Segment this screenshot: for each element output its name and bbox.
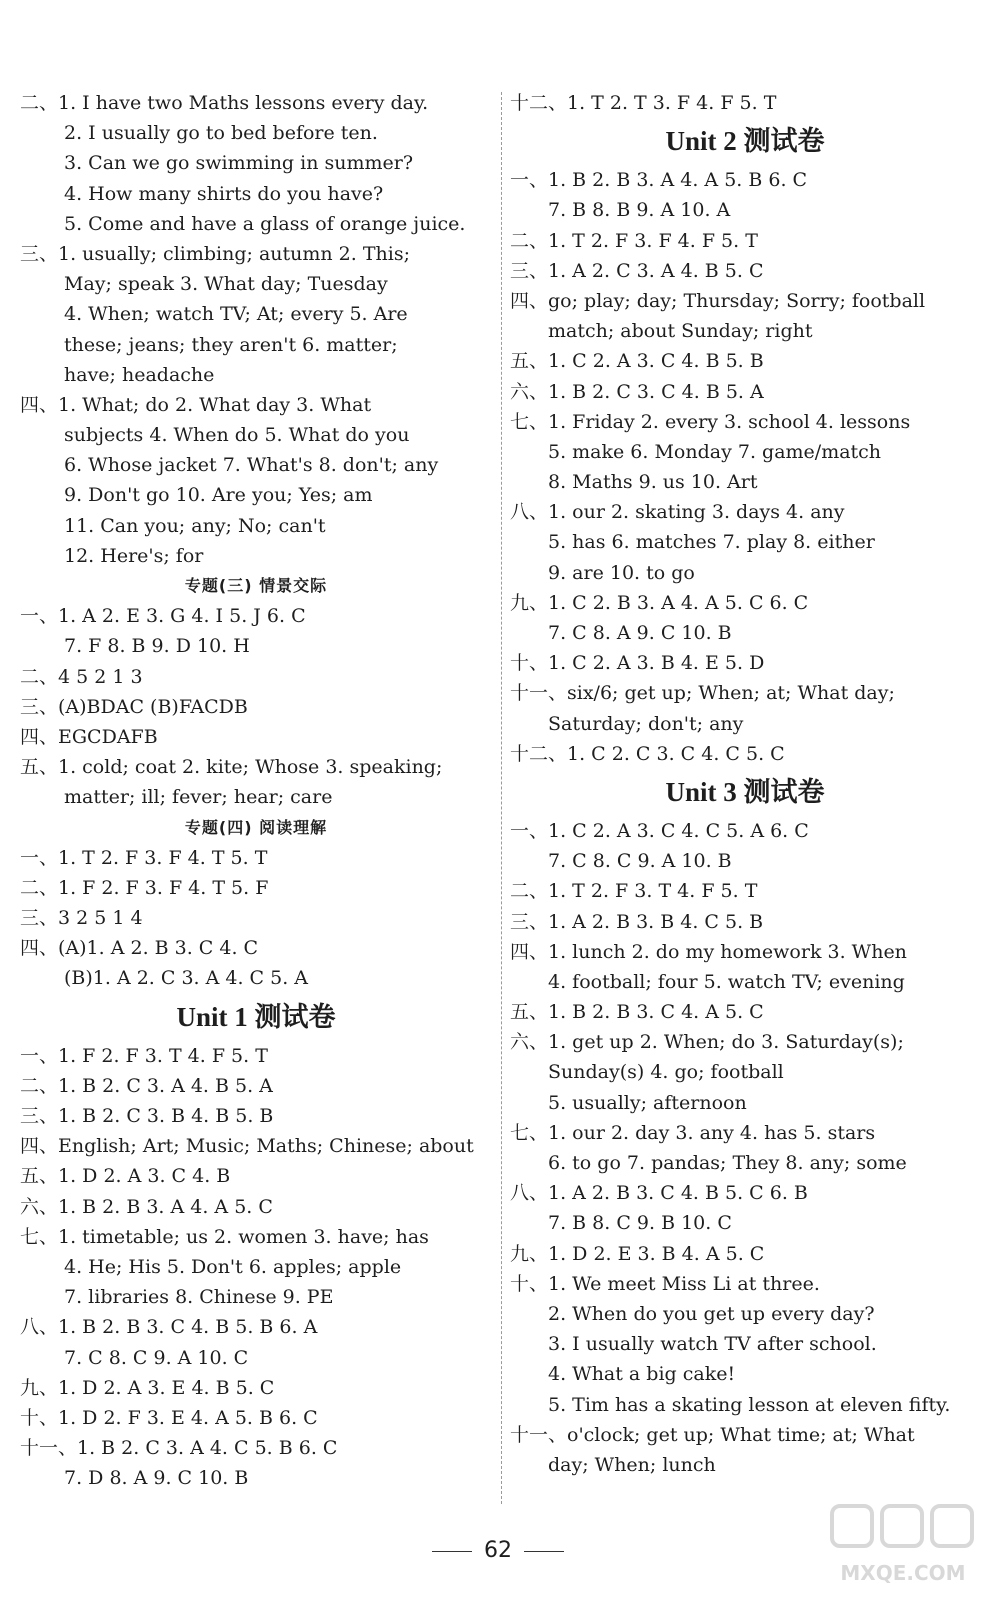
answer-line: 六、1. B 2. B 3. A 4. A 5. C bbox=[20, 1195, 273, 1218]
answer-line-continued: 5. usually; afternoon bbox=[548, 1091, 747, 1114]
answer-line: 八、1. B 2. B 3. C 4. B 5. B 6. A bbox=[20, 1316, 318, 1339]
answer-line-continued: 4. What a big cake! bbox=[548, 1363, 736, 1386]
answer-line: 十一、six/6; get up; When; at; What day; bbox=[510, 682, 895, 705]
topic-subheading: 专题(三) 情景交际 bbox=[184, 576, 328, 595]
answer-line: 一、1. C 2. A 3. C 4. C 5. A 6. C bbox=[510, 819, 809, 842]
footer-dash-left bbox=[432, 1551, 472, 1552]
answer-line-continued: 5. make 6. Monday 7. game/match bbox=[548, 440, 882, 463]
answer-line: 五、1. C 2. A 3. C 4. B 5. B bbox=[510, 350, 764, 373]
answer-line-continued: 2. When do you get up every day? bbox=[548, 1302, 875, 1325]
answer-line: 一、1. T 2. F 3. F 4. T 5. T bbox=[20, 846, 268, 869]
answer-line: 七、1. Friday 2. every 3. school 4. lessons bbox=[510, 410, 911, 433]
answer-line-continued: 7. B 8. B 9. A 10. A bbox=[548, 199, 731, 222]
answer-line: 二、1. T 2. F 3. F 4. F 5. T bbox=[510, 229, 758, 252]
answer-line: 六、1. B 2. C 3. C 4. B 5. A bbox=[510, 380, 764, 403]
answer-line-continued: 6. Whose jacket 7. What's 8. don't; any bbox=[64, 454, 439, 477]
answer-line: 二、4 5 2 1 3 bbox=[20, 665, 143, 688]
answer-line: 十一、1. B 2. C 3. A 4. C 5. B 6. C bbox=[20, 1437, 338, 1460]
answer-line-continued: 7. B 8. C 9. B 10. C bbox=[548, 1212, 732, 1235]
answer-line-continued: 7. C 8. C 9. A 10. B bbox=[548, 850, 732, 873]
answer-line: 三、1. A 2. C 3. A 4. B 5. C bbox=[510, 259, 764, 282]
answer-line-continued: 4. When; watch TV; At; every 5. Are bbox=[64, 303, 408, 326]
answer-line-continued: 2. I usually go to bed before ten. bbox=[64, 122, 378, 145]
answer-line: 二、1. B 2. C 3. A 4. B 5. A bbox=[20, 1074, 273, 1097]
answer-line: 一、1. B 2. B 3. A 4. A 5. B 6. C bbox=[510, 169, 808, 192]
answer-line-continued: 5. Tim has a skating lesson at eleven fifty. bbox=[548, 1393, 951, 1416]
answer-line: 四、(A)1. A 2. B 3. C 4. C bbox=[20, 937, 259, 960]
answer-line: 七、1. our 2. day 3. any 4. has 5. stars bbox=[510, 1121, 876, 1144]
unit-test-heading: Unit 1 测试卷 bbox=[176, 1001, 336, 1032]
answer-line-continued: 4. football; four 5. watch TV; evening bbox=[548, 970, 905, 993]
answer-line-continued: 9. are 10. to go bbox=[548, 561, 695, 584]
answer-line: 四、1. What; do 2. What day 3. What bbox=[20, 393, 372, 416]
answer-line: 十、1. C 2. A 3. B 4. E 5. D bbox=[510, 652, 765, 675]
answer-line: 十、1. We meet Miss Li at three. bbox=[510, 1272, 820, 1295]
answer-line: 五、1. D 2. A 3. C 4. B bbox=[20, 1165, 231, 1188]
answer-line-continued: 6. to go 7. pandas; They 8. any; some bbox=[548, 1152, 907, 1174]
page-number: 62 bbox=[484, 1538, 512, 1563]
answer-line: 一、1. F 2. F 3. T 4. F 5. T bbox=[20, 1044, 268, 1067]
answer-line-continued: 7. C 8. C 9. A 10. C bbox=[64, 1346, 249, 1369]
answer-line: 四、go; play; day; Thursday; Sorry; football bbox=[510, 289, 926, 312]
answer-line-continued: 5. has 6. matches 7. play 8. either bbox=[548, 531, 875, 554]
answer-line-continued: May; speak 3. What day; Tuesday bbox=[64, 273, 388, 296]
answer-line-continued: 5. Come and have a glass of orange juice. bbox=[64, 212, 466, 235]
left-answer-column bbox=[20, 88, 492, 1493]
answer-line-continued: day; When; lunch bbox=[548, 1453, 716, 1476]
answer-line-continued: 7. F 8. B 9. D 10. H bbox=[64, 635, 250, 658]
answer-line-continued: 8. Maths 9. us 10. Art bbox=[548, 471, 758, 494]
answer-line: 十一、o'clock; get up; What time; at; What bbox=[510, 1423, 915, 1446]
answer-line-continued: 7. D 8. A 9. C 10. B bbox=[64, 1467, 249, 1490]
answer-line: 一、1. A 2. E 3. G 4. I 5. J 6. C bbox=[20, 605, 306, 628]
answer-line-continued: 4. He; His 5. Don't 6. apples; apple bbox=[64, 1255, 402, 1278]
answer-line: 二、1. T 2. F 3. T 4. F 5. T bbox=[510, 880, 758, 903]
answer-line: 九、1. C 2. B 3. A 4. A 5. C 6. C bbox=[510, 591, 809, 614]
answer-line-continued: 11. Can you; any; No; can't bbox=[64, 514, 326, 537]
unit-test-heading: Unit 3 测试卷 bbox=[665, 776, 825, 807]
answer-line: 八、1. our 2. skating 3. days 4. any bbox=[510, 501, 845, 524]
topic-subheading: 专题(四) 阅读理解 bbox=[184, 817, 328, 837]
answer-line-continued: 4. How many shirts do you have? bbox=[64, 182, 384, 205]
column-divider bbox=[501, 92, 502, 1504]
answer-line: 六、1. get up 2. When; do 3. Saturday(s); bbox=[510, 1031, 904, 1054]
answer-line: 九、1. D 2. A 3. E 4. B 5. C bbox=[20, 1376, 275, 1399]
answer-line: 十二、1. C 2. C 3. C 4. C 5. C bbox=[510, 742, 785, 765]
answer-line-continued: 7. libraries 8. Chinese 9. PE bbox=[64, 1286, 334, 1309]
answer-line: 三、(A)BDAC (B)FACDB bbox=[20, 695, 248, 718]
answer-line: 二、1. F 2. F 3. F 4. T 5. F bbox=[20, 876, 269, 899]
answer-line-continued: 7. C 8. A 9. C 10. B bbox=[548, 622, 732, 644]
answer-line-continued: 9. Don't go 10. Are you; Yes; am bbox=[64, 484, 373, 507]
answer-line: 十二、1. T 2. T 3. F 4. F 5. T bbox=[510, 92, 777, 114]
unit-test-heading: Unit 2 测试卷 bbox=[665, 126, 825, 157]
watermark-logo bbox=[828, 1500, 978, 1590]
answer-line-continued: subjects 4. When do 5. What do you bbox=[64, 424, 410, 447]
answer-line: 三、1. A 2. B 3. B 4. C 5. B bbox=[510, 910, 764, 933]
answer-line-continued: 3. Can we go swimming in summer? bbox=[64, 152, 414, 175]
answer-line: 四、English; Art; Music; Maths; Chinese; about bbox=[20, 1135, 474, 1158]
answer-line: 五、1. B 2. B 3. C 4. A 5. C bbox=[510, 1001, 764, 1024]
answer-line: 四、1. lunch 2. do my homework 3. When bbox=[510, 940, 907, 963]
answer-line: 十、1. D 2. F 3. E 4. A 5. B 6. C bbox=[20, 1406, 318, 1429]
answer-line-continued: matter; ill; fever; hear; care bbox=[64, 786, 333, 809]
answer-line-continued: these; jeans; they aren't 6. matter; bbox=[64, 333, 398, 356]
answer-line-continued: have; headache bbox=[64, 363, 215, 386]
answer-line: 三、1. B 2. C 3. B 4. B 5. B bbox=[20, 1105, 274, 1127]
answer-line: 三、1. usually; climbing; autumn 2. This; bbox=[20, 242, 410, 265]
answer-line-continued: (B)1. A 2. C 3. A 4. C 5. A bbox=[64, 967, 309, 990]
answer-line: 八、1. A 2. B 3. C 4. B 5. C 6. B bbox=[510, 1182, 808, 1205]
answer-line-continued: match; about Sunday; right bbox=[548, 320, 813, 343]
answer-line: 四、EGCDAFB bbox=[20, 725, 158, 748]
answer-line-continued: 12. Here's; for bbox=[64, 544, 204, 567]
answer-line-continued: Saturday; don't; any bbox=[548, 712, 744, 735]
watermark-text: MXQE.COM bbox=[840, 1561, 966, 1585]
answer-line-continued: 3. I usually watch TV after school. bbox=[548, 1333, 877, 1356]
footer-dash-right bbox=[524, 1551, 564, 1552]
answer-line: 二、1. I have two Maths lessons every day. bbox=[20, 92, 429, 114]
answer-line: 七、1. timetable; us 2. women 3. have; has bbox=[20, 1225, 429, 1248]
answer-line: 五、1. cold; coat 2. kite; Whose 3. speaking; bbox=[20, 756, 443, 779]
answer-line: 三、3 2 5 1 4 bbox=[20, 907, 143, 930]
right-answer-column bbox=[510, 88, 980, 1480]
answer-line-continued: Sunday(s) 4. go; football bbox=[548, 1061, 784, 1084]
answer-line: 九、1. D 2. E 3. B 4. A 5. C bbox=[510, 1242, 765, 1265]
